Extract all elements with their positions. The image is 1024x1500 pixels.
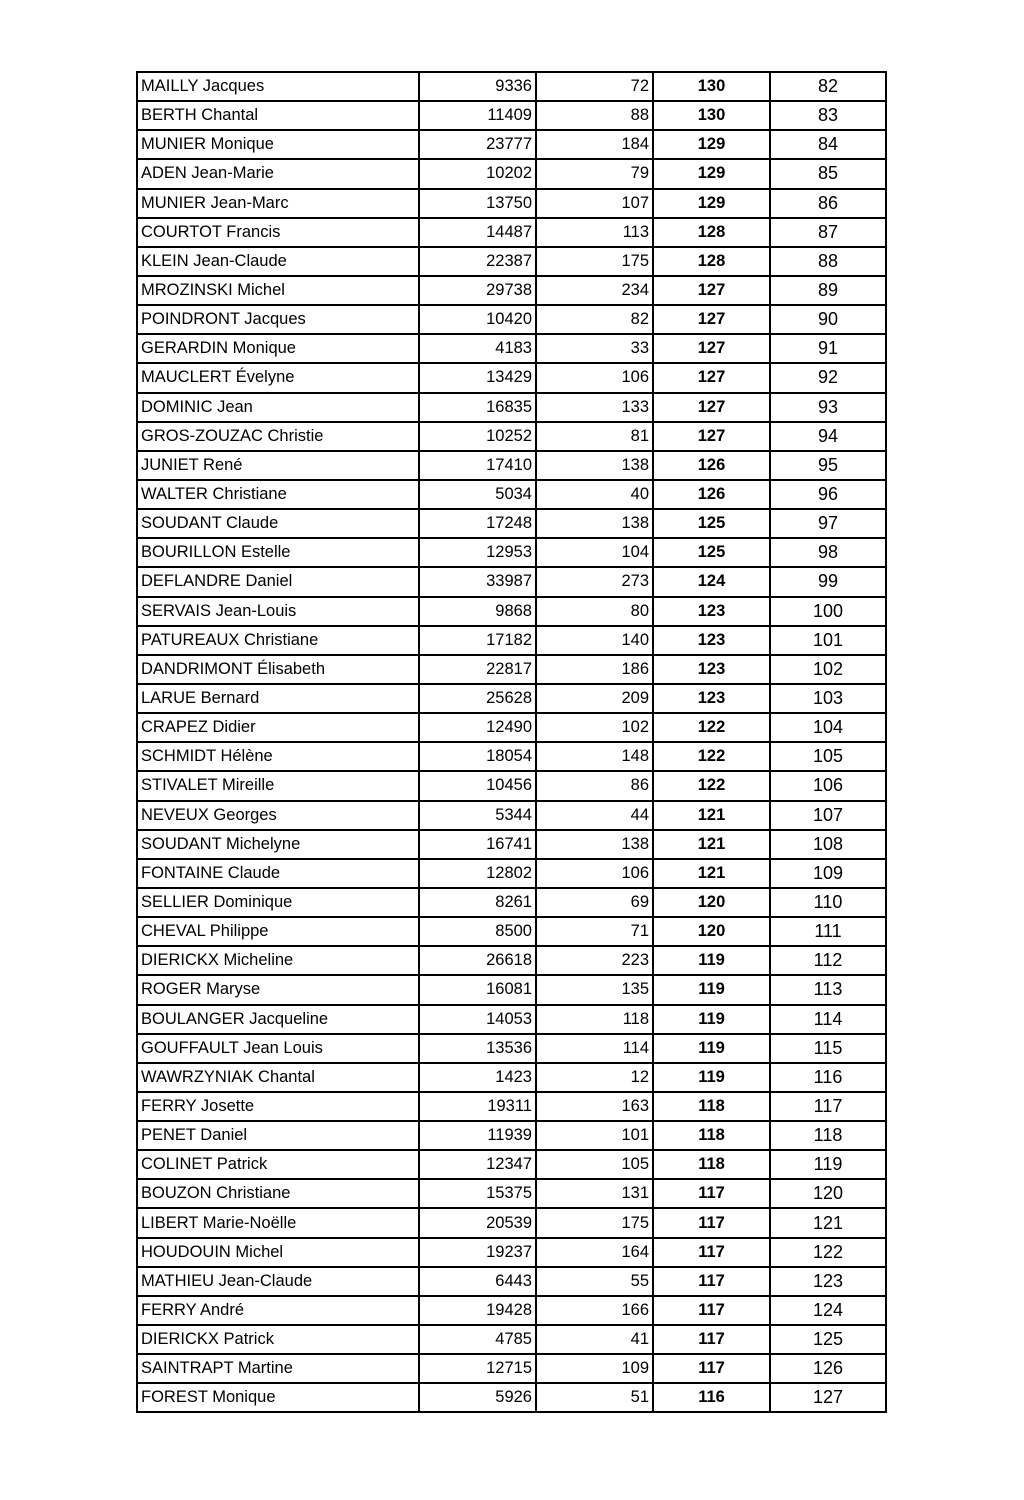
score-cell: 120 xyxy=(653,888,770,917)
total-cell: 22817 xyxy=(419,655,536,684)
score-cell: 127 xyxy=(653,422,770,451)
total-cell: 22387 xyxy=(419,247,536,276)
count-cell: 184 xyxy=(536,130,653,159)
player-name-cell: MATHIEU Jean-Claude xyxy=(138,1267,419,1296)
player-name-cell: ADEN Jean-Marie xyxy=(138,159,419,188)
score-cell: 117 xyxy=(653,1354,770,1383)
player-name-cell: DANDRIMONT Élisabeth xyxy=(138,655,419,684)
total-cell: 19311 xyxy=(419,1092,536,1121)
player-name-cell: COLINET Patrick xyxy=(138,1150,419,1179)
rank-cell: 102 xyxy=(770,655,885,684)
player-name-cell: MAILLY Jacques xyxy=(138,73,419,101)
score-cell: 127 xyxy=(653,305,770,334)
total-cell: 12953 xyxy=(419,538,536,567)
rank-cell: 108 xyxy=(770,830,885,859)
total-cell: 16081 xyxy=(419,975,536,1004)
rank-cell: 91 xyxy=(770,334,885,363)
rank-cell: 98 xyxy=(770,538,885,567)
table-row xyxy=(138,684,885,713)
score-cell: 121 xyxy=(653,830,770,859)
table-row xyxy=(138,1179,885,1208)
rank-cell: 87 xyxy=(770,218,885,247)
player-name-cell: MROZINSKI Michel xyxy=(138,276,419,305)
total-cell: 6443 xyxy=(419,1267,536,1296)
player-name-cell: HOUDOUIN Michel xyxy=(138,1238,419,1267)
total-cell: 16835 xyxy=(419,393,536,422)
table-row xyxy=(138,859,885,888)
count-cell: 41 xyxy=(536,1325,653,1354)
total-cell: 12715 xyxy=(419,1354,536,1383)
rank-cell: 94 xyxy=(770,422,885,451)
rank-cell: 101 xyxy=(770,626,885,655)
score-cell: 123 xyxy=(653,684,770,713)
rank-cell: 82 xyxy=(770,73,885,101)
player-name-cell: COURTOT Francis xyxy=(138,218,419,247)
table-row xyxy=(138,1092,885,1121)
count-cell: 102 xyxy=(536,713,653,742)
score-cell: 119 xyxy=(653,1034,770,1063)
player-name-cell: SAINTRAPT Martine xyxy=(138,1354,419,1383)
player-name-cell: GERARDIN Monique xyxy=(138,334,419,363)
rank-cell: 95 xyxy=(770,451,885,480)
total-cell: 26618 xyxy=(419,946,536,975)
total-cell: 13429 xyxy=(419,363,536,392)
player-name-cell: BOURILLON Estelle xyxy=(138,538,419,567)
rank-cell: 92 xyxy=(770,363,885,392)
count-cell: 106 xyxy=(536,363,653,392)
player-name-cell: BOULANGER Jacqueline xyxy=(138,1005,419,1034)
player-name-cell: SOUDANT Claude xyxy=(138,509,419,538)
table-row xyxy=(138,101,885,130)
score-cell: 129 xyxy=(653,130,770,159)
score-cell: 127 xyxy=(653,363,770,392)
table-row xyxy=(138,1150,885,1179)
score-cell: 129 xyxy=(653,159,770,188)
rank-cell: 103 xyxy=(770,684,885,713)
count-cell: 107 xyxy=(536,189,653,218)
player-name-cell: LIBERT Marie-Noëlle xyxy=(138,1208,419,1237)
table-row xyxy=(138,1354,885,1383)
table-row xyxy=(138,917,885,946)
score-cell: 129 xyxy=(653,189,770,218)
score-cell: 117 xyxy=(653,1179,770,1208)
rank-cell: 89 xyxy=(770,276,885,305)
count-cell: 133 xyxy=(536,393,653,422)
count-cell: 12 xyxy=(536,1063,653,1092)
rank-cell: 99 xyxy=(770,567,885,596)
score-cell: 117 xyxy=(653,1325,770,1354)
total-cell: 10420 xyxy=(419,305,536,334)
rank-cell: 122 xyxy=(770,1238,885,1267)
table-row xyxy=(138,1063,885,1092)
rank-cell: 111 xyxy=(770,917,885,946)
rank-cell: 109 xyxy=(770,859,885,888)
player-name-cell: BERTH Chantal xyxy=(138,101,419,130)
score-cell: 126 xyxy=(653,480,770,509)
rank-cell: 113 xyxy=(770,975,885,1004)
total-cell: 19237 xyxy=(419,1238,536,1267)
player-name-cell: WAWRZYNIAK Chantal xyxy=(138,1063,419,1092)
total-cell: 20539 xyxy=(419,1208,536,1237)
total-cell: 10252 xyxy=(419,422,536,451)
results-table-frame xyxy=(136,71,887,1413)
player-name-cell: WALTER Christiane xyxy=(138,480,419,509)
total-cell: 25628 xyxy=(419,684,536,713)
player-name-cell: DEFLANDRE Daniel xyxy=(138,567,419,596)
rank-cell: 84 xyxy=(770,130,885,159)
total-cell: 9336 xyxy=(419,73,536,101)
table-row xyxy=(138,771,885,800)
count-cell: 81 xyxy=(536,422,653,451)
score-cell: 121 xyxy=(653,859,770,888)
rank-cell: 114 xyxy=(770,1005,885,1034)
player-name-cell: DIERICKX Patrick xyxy=(138,1325,419,1354)
table-row xyxy=(138,830,885,859)
total-cell: 12490 xyxy=(419,713,536,742)
count-cell: 88 xyxy=(536,101,653,130)
rank-cell: 106 xyxy=(770,771,885,800)
table-row xyxy=(138,655,885,684)
total-cell: 5926 xyxy=(419,1383,536,1411)
count-cell: 166 xyxy=(536,1296,653,1325)
table-row xyxy=(138,975,885,1004)
rank-cell: 90 xyxy=(770,305,885,334)
count-cell: 55 xyxy=(536,1267,653,1296)
count-cell: 131 xyxy=(536,1179,653,1208)
total-cell: 18054 xyxy=(419,742,536,771)
total-cell: 17182 xyxy=(419,626,536,655)
rank-cell: 105 xyxy=(770,742,885,771)
table-row xyxy=(138,946,885,975)
table-row xyxy=(138,1208,885,1237)
player-name-cell: LARUE Bernard xyxy=(138,684,419,713)
player-name-cell: POINDRONT Jacques xyxy=(138,305,419,334)
total-cell: 11939 xyxy=(419,1121,536,1150)
table-row xyxy=(138,276,885,305)
count-cell: 223 xyxy=(536,946,653,975)
player-name-cell: DIERICKX Micheline xyxy=(138,946,419,975)
count-cell: 71 xyxy=(536,917,653,946)
count-cell: 105 xyxy=(536,1150,653,1179)
player-name-cell: CHEVAL Philippe xyxy=(138,917,419,946)
player-name-cell: GOUFFAULT Jean Louis xyxy=(138,1034,419,1063)
table-row xyxy=(138,1121,885,1150)
score-cell: 122 xyxy=(653,771,770,800)
count-cell: 175 xyxy=(536,247,653,276)
total-cell: 14487 xyxy=(419,218,536,247)
table-row xyxy=(138,626,885,655)
table-row xyxy=(138,1296,885,1325)
count-cell: 33 xyxy=(536,334,653,363)
table-row xyxy=(138,597,885,626)
player-name-cell: PENET Daniel xyxy=(138,1121,419,1150)
rank-cell: 83 xyxy=(770,101,885,130)
score-cell: 123 xyxy=(653,626,770,655)
rank-cell: 120 xyxy=(770,1179,885,1208)
count-cell: 138 xyxy=(536,451,653,480)
table-row xyxy=(138,218,885,247)
count-cell: 101 xyxy=(536,1121,653,1150)
score-cell: 128 xyxy=(653,247,770,276)
total-cell: 13750 xyxy=(419,189,536,218)
total-cell: 12802 xyxy=(419,859,536,888)
table-row xyxy=(138,1005,885,1034)
count-cell: 72 xyxy=(536,73,653,101)
score-cell: 117 xyxy=(653,1296,770,1325)
total-cell: 4183 xyxy=(419,334,536,363)
total-cell: 33987 xyxy=(419,567,536,596)
table-row xyxy=(138,480,885,509)
table-row xyxy=(138,363,885,392)
player-name-cell: FOREST Monique xyxy=(138,1383,419,1411)
count-cell: 186 xyxy=(536,655,653,684)
total-cell: 13536 xyxy=(419,1034,536,1063)
player-name-cell: ROGER Maryse xyxy=(138,975,419,1004)
count-cell: 148 xyxy=(536,742,653,771)
total-cell: 15375 xyxy=(419,1179,536,1208)
score-cell: 117 xyxy=(653,1208,770,1237)
table-row xyxy=(138,1325,885,1354)
total-cell: 29738 xyxy=(419,276,536,305)
rank-cell: 96 xyxy=(770,480,885,509)
count-cell: 234 xyxy=(536,276,653,305)
count-cell: 209 xyxy=(536,684,653,713)
total-cell: 1423 xyxy=(419,1063,536,1092)
score-cell: 123 xyxy=(653,655,770,684)
score-cell: 117 xyxy=(653,1238,770,1267)
total-cell: 10202 xyxy=(419,159,536,188)
player-name-cell: DOMINIC Jean xyxy=(138,393,419,422)
player-name-cell: GROS-ZOUZAC Christie xyxy=(138,422,419,451)
player-name-cell: BOUZON Christiane xyxy=(138,1179,419,1208)
count-cell: 69 xyxy=(536,888,653,917)
player-name-cell: FONTAINE Claude xyxy=(138,859,419,888)
count-cell: 86 xyxy=(536,771,653,800)
results-table xyxy=(138,73,885,1411)
score-cell: 125 xyxy=(653,509,770,538)
table-row xyxy=(138,451,885,480)
score-cell: 121 xyxy=(653,801,770,830)
rank-cell: 88 xyxy=(770,247,885,276)
player-name-cell: JUNIET René xyxy=(138,451,419,480)
score-cell: 127 xyxy=(653,393,770,422)
count-cell: 79 xyxy=(536,159,653,188)
rank-cell: 112 xyxy=(770,946,885,975)
rank-cell: 118 xyxy=(770,1121,885,1150)
rank-cell: 117 xyxy=(770,1092,885,1121)
rank-cell: 125 xyxy=(770,1325,885,1354)
score-cell: 118 xyxy=(653,1150,770,1179)
table-row xyxy=(138,159,885,188)
count-cell: 163 xyxy=(536,1092,653,1121)
count-cell: 140 xyxy=(536,626,653,655)
player-name-cell: SERVAIS Jean-Louis xyxy=(138,597,419,626)
rank-cell: 127 xyxy=(812,1387,844,1408)
total-cell: 19428 xyxy=(419,1296,536,1325)
table-row xyxy=(138,422,885,451)
count-cell: 82 xyxy=(536,305,653,334)
count-cell: 138 xyxy=(536,509,653,538)
total-cell: 14053 xyxy=(419,1005,536,1034)
count-cell: 109 xyxy=(536,1354,653,1383)
table-row xyxy=(138,1267,885,1296)
player-name-cell: SELLIER Dominique xyxy=(138,888,419,917)
table-row xyxy=(138,189,885,218)
score-cell: 119 xyxy=(653,975,770,1004)
count-cell: 175 xyxy=(536,1208,653,1237)
total-cell: 8500 xyxy=(419,917,536,946)
table-row xyxy=(138,1383,885,1411)
player-name-cell: NEVEUX Georges xyxy=(138,801,419,830)
table-row xyxy=(138,509,885,538)
table-row xyxy=(138,247,885,276)
count-cell: 44 xyxy=(536,801,653,830)
score-cell: 118 xyxy=(653,1121,770,1150)
rank-cell: 126 xyxy=(770,1354,885,1383)
total-cell: 8261 xyxy=(419,888,536,917)
total-cell: 10456 xyxy=(419,771,536,800)
total-cell: 9868 xyxy=(419,597,536,626)
total-cell: 11409 xyxy=(419,101,536,130)
score-cell: 122 xyxy=(653,742,770,771)
score-cell: 127 xyxy=(653,334,770,363)
table-row xyxy=(138,742,885,771)
rank-cell: 93 xyxy=(770,393,885,422)
table-row xyxy=(138,130,885,159)
player-name-cell: CRAPEZ Didier xyxy=(138,713,419,742)
score-cell: 119 xyxy=(653,1005,770,1034)
total-cell: 17410 xyxy=(419,451,536,480)
count-cell: 51 xyxy=(536,1383,653,1411)
score-cell: 117 xyxy=(653,1267,770,1296)
rank-cell: 85 xyxy=(770,159,885,188)
results-table-body xyxy=(138,73,885,1411)
rank-cell: 110 xyxy=(770,888,885,917)
score-cell: 116 xyxy=(653,1383,770,1411)
rank-cell: 107 xyxy=(770,801,885,830)
total-cell: 4785 xyxy=(419,1325,536,1354)
score-cell: 130 xyxy=(653,73,770,101)
table-row xyxy=(138,538,885,567)
count-cell: 80 xyxy=(536,597,653,626)
rank-cell: 104 xyxy=(770,713,885,742)
rank-cell: 100 xyxy=(770,597,885,626)
table-row xyxy=(138,713,885,742)
player-name-cell: FERRY André xyxy=(138,1296,419,1325)
count-cell: 138 xyxy=(536,830,653,859)
score-cell: 124 xyxy=(653,567,770,596)
score-cell: 120 xyxy=(653,917,770,946)
score-cell: 130 xyxy=(653,101,770,130)
count-cell: 106 xyxy=(536,859,653,888)
count-cell: 40 xyxy=(536,480,653,509)
total-cell: 5344 xyxy=(419,801,536,830)
total-cell: 17248 xyxy=(419,509,536,538)
table-row xyxy=(138,888,885,917)
player-name-cell: MUNIER Jean-Marc xyxy=(138,189,419,218)
score-cell: 119 xyxy=(653,1063,770,1092)
rank-cell: 97 xyxy=(770,509,885,538)
rank-cell: 123 xyxy=(770,1267,885,1296)
rank-cell: 124 xyxy=(770,1296,885,1325)
table-row xyxy=(138,393,885,422)
count-cell: 113 xyxy=(536,218,653,247)
count-cell: 135 xyxy=(536,975,653,1004)
table-row xyxy=(138,334,885,363)
table-row xyxy=(138,801,885,830)
rank-cell: 119 xyxy=(770,1150,885,1179)
score-cell: 123 xyxy=(653,597,770,626)
rank-cell: 121 xyxy=(770,1208,885,1237)
table-row xyxy=(138,1034,885,1063)
player-name-cell: MAUCLERT Évelyne xyxy=(138,363,419,392)
count-cell: 118 xyxy=(536,1005,653,1034)
score-cell: 122 xyxy=(653,713,770,742)
score-cell: 118 xyxy=(653,1092,770,1121)
count-cell: 164 xyxy=(536,1238,653,1267)
score-cell: 119 xyxy=(653,946,770,975)
rank-cell: 86 xyxy=(770,189,885,218)
score-cell: 126 xyxy=(653,451,770,480)
total-cell: 16741 xyxy=(419,830,536,859)
count-cell: 114 xyxy=(536,1034,653,1063)
player-name-cell: SCHMIDT Hélène xyxy=(138,742,419,771)
table-row xyxy=(138,305,885,334)
total-cell: 23777 xyxy=(419,130,536,159)
total-cell: 12347 xyxy=(419,1150,536,1179)
count-cell: 104 xyxy=(536,538,653,567)
player-name-cell: PATUREAUX Christiane xyxy=(138,626,419,655)
rank-cell: 115 xyxy=(770,1034,885,1063)
player-name-cell: FERRY Josette xyxy=(138,1092,419,1121)
score-cell: 128 xyxy=(653,218,770,247)
score-cell: 125 xyxy=(653,538,770,567)
table-row xyxy=(138,1238,885,1267)
player-name-cell: SOUDANT Michelyne xyxy=(138,830,419,859)
player-name-cell: STIVALET Mireille xyxy=(138,771,419,800)
player-name-cell: MUNIER Monique xyxy=(138,130,419,159)
table-row xyxy=(138,567,885,596)
player-name-cell: KLEIN Jean-Claude xyxy=(138,247,419,276)
score-cell: 127 xyxy=(653,276,770,305)
table-row xyxy=(138,73,885,101)
total-cell: 5034 xyxy=(419,480,536,509)
rank-cell: 116 xyxy=(770,1063,885,1092)
count-cell: 273 xyxy=(536,567,653,596)
